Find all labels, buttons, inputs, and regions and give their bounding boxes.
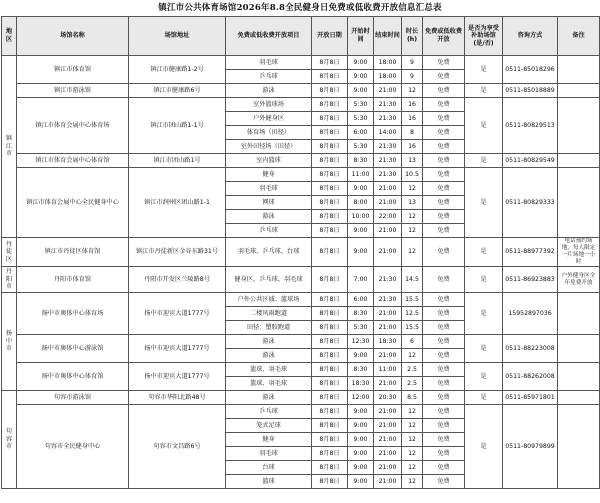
header-region: 地区 xyxy=(2,17,17,56)
start-time-cell: 5:30 xyxy=(348,112,374,126)
end-time-cell: 21:30 xyxy=(374,168,402,182)
start-time-cell: 9:00 xyxy=(348,447,374,461)
venue-address-cell: 镇江市润州区团山路1-1 xyxy=(129,168,226,238)
project-cell: 游泳 xyxy=(226,210,312,224)
project-cell: 羽毛球 xyxy=(226,56,312,70)
end-time-cell: 21:00 xyxy=(374,419,402,433)
venue-address-cell: 扬中市迎宾大道1777号 xyxy=(129,293,226,335)
project-cell: 乒乓球 xyxy=(226,405,312,419)
subsidy-cell: 是 xyxy=(465,238,503,267)
duration-cell: 2.5 xyxy=(402,363,423,377)
header-row xyxy=(2,17,600,56)
start-time-cell: 9:00 xyxy=(348,84,374,98)
table-row xyxy=(2,391,600,405)
project-cell: 户外健身区 xyxy=(226,112,312,126)
duration-cell: 15.5 xyxy=(402,293,423,307)
end-time-cell: 18:00 xyxy=(374,70,402,84)
duration-cell: 8 xyxy=(402,126,423,140)
fee-cell: 免费 xyxy=(423,70,465,84)
header-venue-address: 场馆地址 xyxy=(129,17,226,56)
header-contact: 咨询方式 xyxy=(503,17,558,56)
end-time-cell: 11:00 xyxy=(374,363,402,377)
project-cell: 游泳 xyxy=(226,84,312,98)
fee-cell: 免费 xyxy=(423,307,465,321)
note-cell xyxy=(558,98,600,154)
start-time-cell: 9:00 xyxy=(348,56,374,70)
venue-name-cell: 镇江市丹徒区体育馆 xyxy=(17,238,129,267)
fee-cell: 免费 xyxy=(423,98,465,112)
fee-cell: 免费 xyxy=(423,433,465,447)
venue-address-cell: 扬中市迎宾大道1777号 xyxy=(129,335,226,363)
contact-cell: 0511-80979899 xyxy=(503,405,558,489)
duration-cell: 16 xyxy=(402,140,423,154)
project-cell: 笼式足球 xyxy=(226,419,312,433)
fee-cell: 免费 xyxy=(423,461,465,475)
project-cell: 室外田径场（田径） xyxy=(226,140,312,154)
venue-name-cell: 镇江市体育会展中心体育场 xyxy=(17,98,129,154)
date-cell: 8月8日 xyxy=(312,293,348,307)
end-time-cell: 18:00 xyxy=(374,56,402,70)
date-cell: 8月8日 xyxy=(312,112,348,126)
end-time-cell: 21:00 xyxy=(374,433,402,447)
duration-cell: 16 xyxy=(402,98,423,112)
contact-cell: 0511-85018296 xyxy=(503,56,558,84)
venue-address-cell: 句容市华阳北路48号 xyxy=(129,391,226,405)
fee-cell: 免费 xyxy=(423,196,465,210)
note-cell xyxy=(558,56,600,84)
table-row xyxy=(2,405,600,419)
subsidy-cell: 是 xyxy=(465,154,503,168)
end-time-cell: 18:30 xyxy=(374,335,402,349)
date-cell: 8月8日 xyxy=(312,168,348,182)
project-cell: 篮球 xyxy=(226,475,312,489)
duration-cell: 8.5 xyxy=(402,391,423,405)
header-open-project: 免费或低收费开放项目 xyxy=(226,17,312,56)
start-time-cell: 10:00 xyxy=(348,210,374,224)
duration-cell: 12 xyxy=(402,447,423,461)
duration-cell: 12 xyxy=(402,210,423,224)
end-time-cell: 21:30 xyxy=(374,112,402,126)
start-time-cell: 9:00 xyxy=(348,461,374,475)
fee-cell: 免费 xyxy=(423,140,465,154)
note-cell: 电话预约场地，每人限定一片场地一小时 xyxy=(558,238,600,267)
duration-cell: 10.5 xyxy=(402,168,423,182)
start-time-cell: 7:00 xyxy=(348,267,374,293)
subsidy-cell: 是 xyxy=(465,56,503,84)
note-cell xyxy=(558,391,600,405)
table-row xyxy=(2,168,600,182)
start-time-cell: 5:30 xyxy=(348,321,374,335)
start-time-cell: 9:00 xyxy=(348,433,374,447)
project-cell: 乒乓球 xyxy=(226,70,312,84)
table-row xyxy=(2,267,600,293)
end-time-cell: 21:00 xyxy=(374,196,402,210)
duration-cell: 2.5 xyxy=(402,377,423,391)
end-time-cell: 21:30 xyxy=(374,267,402,293)
venue-address-cell: 镇江市团山路1号 xyxy=(129,154,226,168)
venue-name-cell: 句容市游泳馆 xyxy=(17,391,129,405)
end-time-cell: 21:00 xyxy=(374,461,402,475)
date-cell: 8月8日 xyxy=(312,377,348,391)
date-cell: 8月8日 xyxy=(312,307,348,321)
date-cell: 8月8日 xyxy=(312,196,348,210)
duration-cell: 12 xyxy=(402,349,423,363)
fee-cell: 免费 xyxy=(423,447,465,461)
end-time-cell: 21:00 xyxy=(374,377,402,391)
duration-cell: 12 xyxy=(402,475,423,489)
venue-address-cell: 句容市文昌路6号 xyxy=(129,405,226,489)
header-note: 备注 xyxy=(558,17,600,56)
fee-cell: 免费 xyxy=(423,238,465,267)
table-row xyxy=(2,154,600,168)
project-cell: 网球 xyxy=(226,196,312,210)
fee-cell: 免费 xyxy=(423,419,465,433)
venue-name-cell: 句容市全民健身中心 xyxy=(17,405,129,489)
duration-cell: 14.5 xyxy=(402,267,423,293)
region-cell: 句容市 xyxy=(2,391,17,489)
note-cell xyxy=(558,363,600,391)
end-time-cell: 21:00 xyxy=(374,475,402,489)
subsidy-cell: 是 xyxy=(465,363,503,391)
fee-cell: 免费 xyxy=(423,154,465,168)
start-time-cell: 9:00 xyxy=(348,419,374,433)
end-time-cell: 21:00 xyxy=(374,224,402,238)
project-cell: 游泳 xyxy=(226,335,312,349)
end-time-cell: 21:00 xyxy=(374,447,402,461)
duration-cell: 13 xyxy=(402,154,423,168)
table-row xyxy=(2,56,600,70)
duration-cell: 13 xyxy=(402,196,423,210)
date-cell: 8月8日 xyxy=(312,391,348,405)
end-time-cell: 20:30 xyxy=(374,391,402,405)
date-cell: 8月8日 xyxy=(312,126,348,140)
project-cell: 羽毛球、乒乓球、台球 xyxy=(226,238,312,267)
venue-name-cell: 镇江市体育会展中心体育馆 xyxy=(17,154,129,168)
header-subsidy: 是否为享受补助场馆(是/否) xyxy=(465,17,503,56)
fee-cell: 免费 xyxy=(423,363,465,377)
fee-cell: 免费 xyxy=(423,168,465,182)
venue-address-cell: 镇江市健康路1-2号 xyxy=(129,56,226,84)
duration-cell: 12 xyxy=(402,433,423,447)
note-cell xyxy=(558,335,600,363)
duration-cell: 9 xyxy=(402,70,423,84)
subsidy-cell: 是 xyxy=(465,168,503,238)
start-time-cell: 5:30 xyxy=(348,140,374,154)
duration-cell: 12 xyxy=(402,461,423,475)
date-cell: 8月8日 xyxy=(312,84,348,98)
header-fee-type: 免费或低收费开放 xyxy=(423,17,465,56)
subsidy-cell: 是 xyxy=(465,391,503,405)
table-row xyxy=(2,98,600,112)
start-time-cell: 6:00 xyxy=(348,126,374,140)
start-time-cell: 9:00 xyxy=(348,475,374,489)
duration-cell: 12 xyxy=(402,405,423,419)
project-cell: 篮球、羽毛球 xyxy=(226,377,312,391)
venue-name-cell: 镇江市体育馆 xyxy=(17,56,129,84)
duration-cell: 12 xyxy=(402,182,423,196)
contact-cell: 0511-88223008 xyxy=(503,335,558,363)
date-cell: 8月8日 xyxy=(312,70,348,84)
start-time-cell: 9:00 xyxy=(348,182,374,196)
end-time-cell: 14:00 xyxy=(374,126,402,140)
subsidy-cell: 是 xyxy=(465,84,503,98)
start-time-cell: 5:30 xyxy=(348,98,374,112)
venue-address-cell: 丹阳市开发区兰陵路8号 xyxy=(129,267,226,293)
note-cell: 户外健身区全年免费开放 xyxy=(558,267,600,293)
note-cell xyxy=(558,405,600,489)
header-venue-name: 场馆名称 xyxy=(17,17,129,56)
contact-cell: 0511-80829333 xyxy=(503,168,558,238)
table-row xyxy=(2,293,600,307)
duration-cell: 12 xyxy=(402,419,423,433)
start-time-cell: 12:30 xyxy=(348,335,374,349)
end-time-cell: 21:00 xyxy=(374,182,402,196)
fee-cell: 免费 xyxy=(423,377,465,391)
fee-cell: 免费 xyxy=(423,405,465,419)
note-cell xyxy=(558,154,600,168)
project-cell: 游泳 xyxy=(226,349,312,363)
project-cell: 篮球、羽毛球 xyxy=(226,363,312,377)
venue-address-cell: 扬中市迎宾大道1777号 xyxy=(129,363,226,391)
project-cell: 乒乓球 xyxy=(226,224,312,238)
start-time-cell: 12:00 xyxy=(348,391,374,405)
date-cell: 8月8日 xyxy=(312,140,348,154)
venue-address-cell: 镇江市团山路1-1号 xyxy=(129,98,226,154)
end-time-cell: 21:00 xyxy=(374,84,402,98)
date-cell: 8月8日 xyxy=(312,419,348,433)
table-row xyxy=(2,335,600,349)
subsidy-cell: 是 xyxy=(465,267,503,293)
fee-cell: 免费 xyxy=(423,349,465,363)
start-time-cell: 18:30 xyxy=(348,377,374,391)
fee-cell: 免费 xyxy=(423,126,465,140)
venue-address-cell: 镇江市健康路6号 xyxy=(129,84,226,98)
date-cell: 8月8日 xyxy=(312,363,348,377)
contact-cell: 0511-80829513 xyxy=(503,98,558,154)
end-time-cell: 21:00 xyxy=(374,321,402,335)
date-cell: 8月8日 xyxy=(312,267,348,293)
header-duration: 时长(h) xyxy=(402,17,423,56)
end-time-cell: 21:30 xyxy=(374,140,402,154)
date-cell: 8月8日 xyxy=(312,224,348,238)
region-cell: 丹徒区 xyxy=(2,238,17,267)
project-cell: 户外公共区域：篮球场 xyxy=(226,293,312,307)
end-time-cell: 21:30 xyxy=(374,98,402,112)
date-cell: 8月8日 xyxy=(312,475,348,489)
note-cell xyxy=(558,84,600,98)
start-time-cell: 9:00 xyxy=(348,70,374,84)
contact-cell: 15952897036 xyxy=(503,293,558,335)
fee-cell: 免费 xyxy=(423,293,465,307)
venue-name-cell: 镇江市游泳馆 xyxy=(17,84,129,98)
start-time-cell: 9:00 xyxy=(348,405,374,419)
header-end-time: 结束时间 xyxy=(374,17,402,56)
project-cell: 健身 xyxy=(226,433,312,447)
date-cell: 8月8日 xyxy=(312,238,348,267)
fee-cell: 免费 xyxy=(423,321,465,335)
fee-cell: 免费 xyxy=(423,182,465,196)
date-cell: 8月8日 xyxy=(312,210,348,224)
contact-cell: 0511-85018889 xyxy=(503,84,558,98)
subsidy-cell: 是 xyxy=(465,98,503,154)
subsidy-cell: 是 xyxy=(465,293,503,335)
contact-cell: 0511-86923883 xyxy=(503,267,558,293)
start-time-cell: 9:00 xyxy=(348,224,374,238)
subsidy-cell: 是 xyxy=(465,405,503,489)
fee-cell: 免费 xyxy=(423,56,465,70)
fee-cell: 免费 xyxy=(423,112,465,126)
end-time-cell: 21:30 xyxy=(374,293,402,307)
venue-name-cell: 扬中市奥体中心游泳馆 xyxy=(17,335,129,363)
date-cell: 8月8日 xyxy=(312,154,348,168)
date-cell: 8月8日 xyxy=(312,56,348,70)
duration-cell: 12 xyxy=(402,238,423,267)
table-row xyxy=(2,84,600,98)
fee-cell: 免费 xyxy=(423,475,465,489)
region-cell: 丹阳市 xyxy=(2,267,17,293)
start-time-cell: 8:30 xyxy=(348,363,374,377)
project-cell: 羽毛球 xyxy=(226,447,312,461)
start-time-cell: 9:00 xyxy=(348,238,374,267)
fee-cell: 免费 xyxy=(423,210,465,224)
project-cell: 二楼风雨跑道 xyxy=(226,307,312,321)
date-cell: 8月8日 xyxy=(312,182,348,196)
start-time-cell: 9:00 xyxy=(348,349,374,363)
note-cell xyxy=(558,293,600,335)
header-open-date: 开放日期 xyxy=(312,17,348,56)
end-time-cell: 21:00 xyxy=(374,349,402,363)
venue-name-cell: 扬中市奥体中心体育场 xyxy=(17,293,129,335)
end-time-cell: 21:00 xyxy=(374,405,402,419)
project-cell: 羽毛球 xyxy=(226,182,312,196)
note-cell xyxy=(558,168,600,238)
table-row xyxy=(2,238,600,267)
fee-cell: 免费 xyxy=(423,84,465,98)
start-time-cell: 8:30 xyxy=(348,307,374,321)
duration-cell: 15.5 xyxy=(402,321,423,335)
duration-cell: 12 xyxy=(402,84,423,98)
fee-cell: 免费 xyxy=(423,267,465,293)
end-time-cell: 21:30 xyxy=(374,154,402,168)
start-time-cell: 11:00 xyxy=(348,168,374,182)
date-cell: 8月8日 xyxy=(312,405,348,419)
table-body xyxy=(2,56,600,489)
project-cell: 健身 xyxy=(226,168,312,182)
project-cell: 游泳 xyxy=(226,391,312,405)
table-row xyxy=(2,363,600,377)
date-cell: 8月8日 xyxy=(312,98,348,112)
region-cell: 镇江市 xyxy=(2,56,17,238)
duration-cell: 12 xyxy=(402,224,423,238)
end-time-cell: 22:00 xyxy=(374,210,402,224)
start-time-cell: 8:30 xyxy=(348,154,374,168)
header-start-time: 开始时间 xyxy=(348,17,374,56)
date-cell: 8月8日 xyxy=(312,433,348,447)
region-cell: 扬中市 xyxy=(2,293,17,391)
date-cell: 8月8日 xyxy=(312,447,348,461)
contact-cell: 0511-88262008 xyxy=(503,363,558,391)
subsidy-cell: 是 xyxy=(465,335,503,363)
page-title: 镇江市公共体育场馆2026年8.8全民健身日免费或低收费开放信息汇总表 xyxy=(158,3,442,13)
date-cell: 8月8日 xyxy=(312,349,348,363)
start-time-cell: 8:00 xyxy=(348,196,374,210)
project-cell: 体育场（田径） xyxy=(226,126,312,140)
venue-name-cell: 扬中市奥体中心体育馆 xyxy=(17,363,129,391)
project-cell: 室内篮球 xyxy=(226,154,312,168)
contact-cell: 0511-88977392 xyxy=(503,238,558,267)
end-time-cell: 21:00 xyxy=(374,307,402,321)
duration-cell: 12.5 xyxy=(402,307,423,321)
date-cell: 8月8日 xyxy=(312,335,348,349)
project-cell: 田径：塑胶跑道 xyxy=(226,321,312,335)
duration-cell: 6 xyxy=(402,335,423,349)
venue-name-cell: 丹阳市体育馆 xyxy=(17,267,129,293)
venue-address-cell: 镇江市丹徒新区金谷东路31号 xyxy=(129,238,226,267)
start-time-cell: 6:00 xyxy=(348,293,374,307)
venue-name-cell: 镇江市体育会展中心全民健身中心 xyxy=(17,168,129,238)
venue-info-table xyxy=(1,16,600,489)
fee-cell: 免费 xyxy=(423,224,465,238)
fee-cell: 免费 xyxy=(423,391,465,405)
duration-cell: 16 xyxy=(402,112,423,126)
contact-cell: 0511-80829549 xyxy=(503,154,558,168)
project-cell: 健身区、乒乓球、羽毛球 xyxy=(226,267,312,293)
project-cell: 室外篮球场 xyxy=(226,98,312,112)
contact-cell: 0511-85971801 xyxy=(503,391,558,405)
date-cell: 8月8日 xyxy=(312,461,348,475)
project-cell: 台球 xyxy=(226,461,312,475)
fee-cell: 免费 xyxy=(423,335,465,349)
duration-cell: 9 xyxy=(402,56,423,70)
end-time-cell: 21:00 xyxy=(374,238,402,267)
date-cell: 8月8日 xyxy=(312,321,348,335)
